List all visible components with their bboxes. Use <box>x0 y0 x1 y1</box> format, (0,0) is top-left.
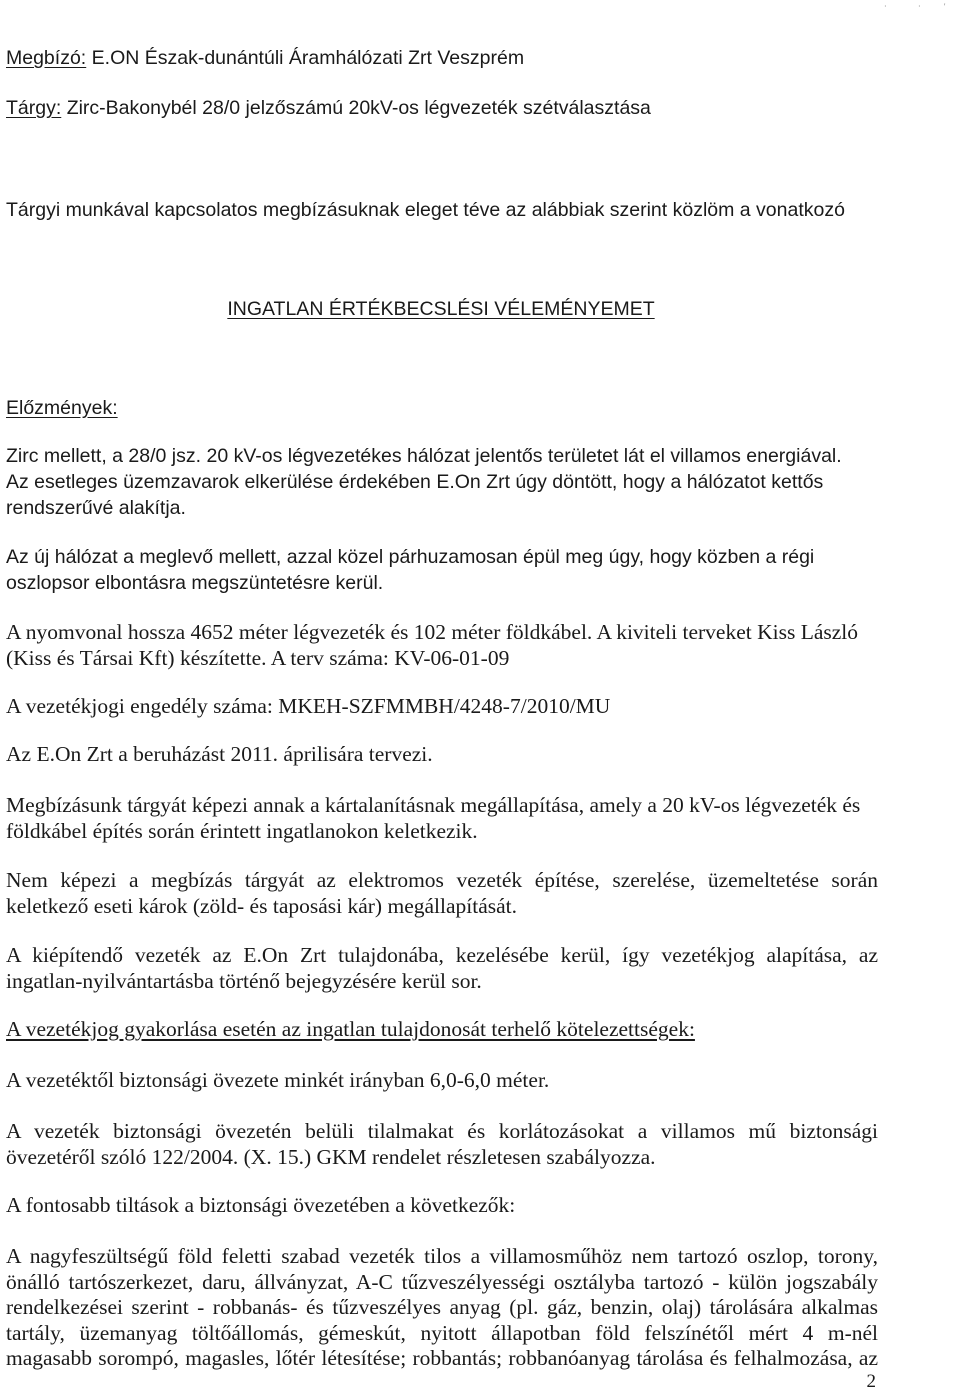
paragraph-line: (Kiss és Társai Kft) készítette. A terv száma: KV-06-01-09 <box>6 646 510 670</box>
paragraph-line: A fontosabb tiltások a biztonsági övezetében a következők: <box>6 1193 516 1217</box>
obligations-heading: A vezetékjog gyakorlása esetén az ingatlan tulajdonosát terhelő kötelezettségek: <box>6 1017 695 1041</box>
page-number: 2 <box>866 1371 876 1392</box>
paragraph-line: rendelkezései szerint - robbanás- és tűzveszélyes anyag (pl. gáz, benzin, olaj) tárolására alkalmas <box>6 1295 878 1319</box>
intro-text: Tárgyi munkával kapcsolatos megbízásuknak eleget téve az alábbiak szerint közlöm a vonatkozó <box>6 199 845 221</box>
subject-value: Zirc-Bakonybél 28/0 jelzőszámú 20kV-os légvezeték szétválasztása <box>66 97 651 119</box>
paragraph-line: ingatlan-nyilvántartásba történő bejegyzésére kerül sor. <box>6 969 482 993</box>
subject-label: Tárgy: <box>6 97 62 119</box>
subject-line <box>6 95 651 121</box>
paragraph-line: oszlopsor elbontásra megszüntetésre kerül. <box>6 572 384 594</box>
client-label: Megbízó: <box>6 47 87 69</box>
paragraph-line: Az E.On Zrt a beruházást 2011. áprilisára tervezi. <box>6 742 433 766</box>
paragraph-line: A nagyfeszültségű föld feletti szabad vezeték tilos a villamosműhöz nem tartozó oszlop, torony, <box>6 1244 878 1268</box>
permit-number-line: A vezetékjogi engedély száma: MKEH-SZFMMBH/4248-7/2010/MU <box>6 694 611 718</box>
paragraph-line: Az új hálózat a meglevő mellett, azzal közel párhuzamosan épül meg úgy, hogy közben a régi <box>6 546 815 568</box>
scan-speck: · <box>884 2 887 11</box>
client-line <box>6 45 524 71</box>
document-title: INGATLAN ÉRTÉKBECSLÉSI VÉLEMÉNYEMET <box>227 298 655 320</box>
paragraph-line: földkábel építés során érintett ingatlanokon keletkezik. <box>6 819 478 843</box>
paragraph-line: Zirc mellett, a 28/0 jsz. 20 kV-os légvezetékes hálózat jelentős területet lát el villamos energiával. <box>6 445 842 467</box>
paragraph-line: magasabb sorompó, magasles, lőtér létesítése; robbantás; robbanóanyag tárolása és felhalmozása, az <box>6 1346 878 1370</box>
paragraph-line: A nyomvonal hossza 4652 méter légvezeték és 102 méter földkábel. A kiviteli terveket Kiss László <box>6 620 859 644</box>
client-value: E.ON Észak-dunántúli Áramhálózati Zrt Veszprém <box>91 47 525 69</box>
section-heading-elozmenyek: Előzmények: <box>6 397 118 419</box>
paragraph-line: Megbízásunk tárgyát képezi annak a kártalanításnak megállapítása, amely a 20 kV-os légvezeték és <box>6 793 861 817</box>
paragraph-line: Az esetleges üzemzavarok elkerülése érdekében E.On Zrt úgy döntött, hogy a hálózatot kettős <box>6 471 824 493</box>
paragraph-line: tartály, üzemanyag töltőállomás, gémeskút, nyitott állapotban föld felszínétől mért 4 m-nél <box>6 1321 878 1345</box>
paragraph-line: övezetéről szóló 122/2004. (X. 15.) GKM rendelet részletesen szabályozza. <box>6 1145 656 1169</box>
paragraph-line: A vezeték biztonsági övezetén belüli tilalmakat és korlátozásokat a villamos mű biztonsági <box>6 1119 878 1143</box>
scan-speck: ' <box>944 2 946 11</box>
paragraph-line: keletkező eseti károk (zöld- és taposási kár) megállapítását. <box>6 894 518 918</box>
paragraph-line: rendszerűvé alakítja. <box>6 497 186 519</box>
paragraph-line: A vezetéktől biztonsági övezete minkét irányban 6,0-6,0 méter. <box>6 1068 550 1092</box>
paragraph-line: Nem képezi a megbízás tárgyát az elektromos vezeték építése, szerelése, üzemeltetése során <box>6 868 878 892</box>
paragraph-line: A kiépítendő vezeték az E.On Zrt tulajdonába, kezelésébe kerül, így vezetékjog alapítása, az <box>6 943 878 967</box>
paragraph-line: önálló tartószerkezet, daru, állványzat, A-C tűzveszélyességi osztályba tartozó - külön jogszabály <box>6 1270 878 1294</box>
scan-speck: · <box>918 2 921 11</box>
